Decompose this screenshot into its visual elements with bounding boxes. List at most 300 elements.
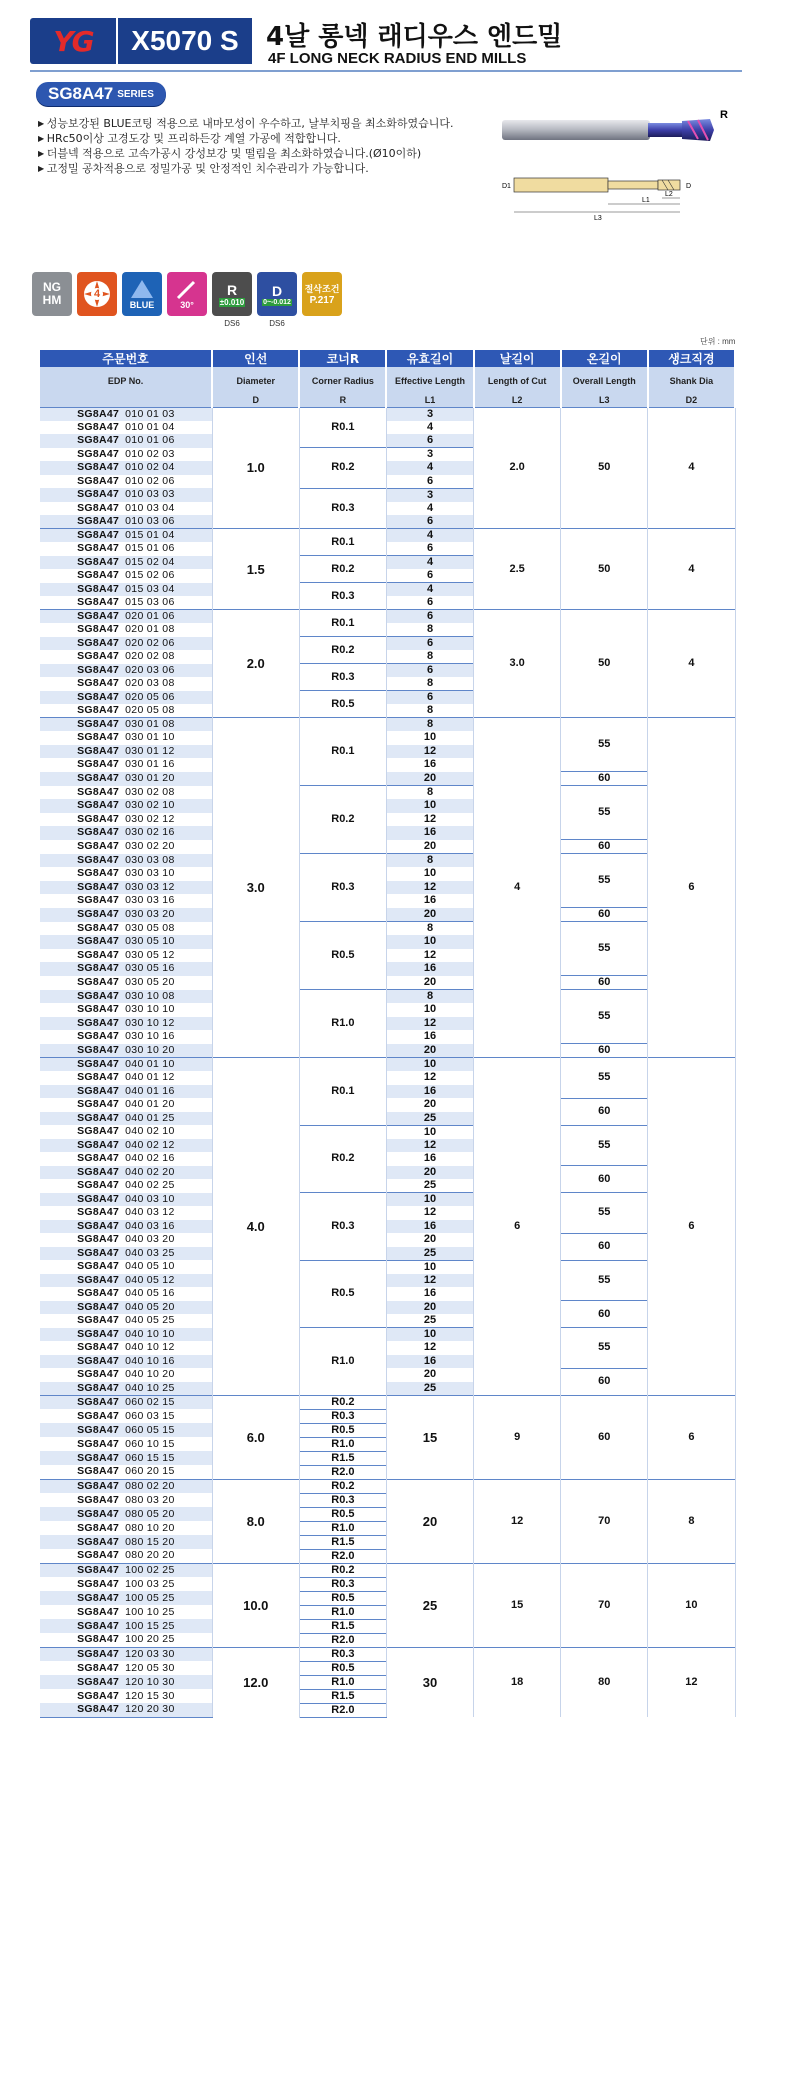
edp-cell xyxy=(40,908,212,922)
shank-dia-cell: 4 xyxy=(648,610,735,718)
edp-series: SG8A47 xyxy=(77,420,120,433)
corner-radius-cell: R0.3 xyxy=(299,583,386,610)
edp-code: 015 02 04 xyxy=(125,555,175,568)
corner-radius-cell: R0.1 xyxy=(299,407,386,448)
effective-length-cell: 3 xyxy=(386,488,473,502)
helix-angle-label: 30° xyxy=(180,300,194,310)
edp-cell xyxy=(40,1619,212,1633)
edp-code: 020 02 08 xyxy=(125,650,175,663)
edp-code: 030 01 12 xyxy=(125,744,175,757)
diameter-cell: 1.0 xyxy=(212,407,299,529)
edp-series: SG8A47 xyxy=(77,1423,120,1436)
edp-code: 040 01 20 xyxy=(125,1098,175,1111)
edp-series: SG8A47 xyxy=(77,731,120,744)
edp-series: SG8A47 xyxy=(77,1287,120,1300)
length-of-cut-cell: 6 xyxy=(474,1058,561,1396)
edp-series: SG8A47 xyxy=(77,1098,120,1111)
edp-series: SG8A47 xyxy=(77,718,120,730)
drawing-label-d1: D1 xyxy=(502,183,511,190)
radius-tolerance-icon xyxy=(212,272,252,328)
table-row xyxy=(40,1647,735,1661)
table-row xyxy=(40,772,735,786)
page-title-en: 4F LONG NECK RADIUS END MILLS xyxy=(268,50,527,67)
edp-code: 120 03 30 xyxy=(125,1647,175,1660)
edp-cell xyxy=(40,1193,212,1207)
diameter-cell: 3.0 xyxy=(212,718,299,1058)
effective-length-cell: 25 xyxy=(386,1314,473,1328)
overall-length-cell: 55 xyxy=(561,1328,648,1369)
edp-series: SG8A47 xyxy=(77,1084,120,1097)
edp-code: 080 03 20 xyxy=(125,1493,175,1506)
edp-cell xyxy=(40,1166,212,1180)
edp-code: 030 03 20 xyxy=(125,908,175,920)
table-row xyxy=(40,908,735,922)
edp-code: 030 01 16 xyxy=(125,758,175,771)
corner-radius-cell: R0.2 xyxy=(299,1479,386,1493)
edp-cell xyxy=(40,421,212,435)
edp-cell xyxy=(40,1675,212,1689)
table-row xyxy=(40,1395,735,1409)
cutting-conditions-page: P.217 xyxy=(309,295,335,306)
effective-length-cell: 16 xyxy=(386,826,473,840)
edp-code: 030 10 12 xyxy=(125,1016,175,1029)
diameter-cell: 8.0 xyxy=(212,1479,299,1563)
corner-radius-cell: R0.3 xyxy=(299,664,386,691)
length-of-cut-cell: 2.5 xyxy=(474,529,561,610)
edp-cell xyxy=(40,813,212,827)
edp-series: SG8A47 xyxy=(77,1314,120,1327)
edp-code: 030 03 08 xyxy=(125,853,175,866)
edp-series: SG8A47 xyxy=(77,744,120,757)
edp-cell xyxy=(40,1003,212,1017)
corner-radius-cell: R0.2 xyxy=(299,637,386,664)
table-row xyxy=(40,1166,735,1180)
edp-cell xyxy=(40,1274,212,1288)
edp-cell xyxy=(40,1085,212,1099)
effective-length-cell: 25 xyxy=(386,1179,473,1193)
corner-radius-cell: R0.3 xyxy=(299,488,386,529)
edp-code: 100 10 25 xyxy=(125,1605,175,1618)
edp-code: 060 05 15 xyxy=(125,1423,175,1436)
edp-series: SG8A47 xyxy=(77,1179,120,1192)
edp-code: 040 01 12 xyxy=(125,1071,175,1084)
edp-code: 120 15 30 xyxy=(125,1689,175,1702)
shank-dia-cell: 6 xyxy=(648,1058,735,1396)
edp-cell xyxy=(40,718,212,732)
edp-series: SG8A47 xyxy=(77,447,120,460)
overall-length-cell: 55 xyxy=(561,718,648,772)
edp-cell xyxy=(40,1098,212,1112)
corner-radius-cell: R0.3 xyxy=(299,1493,386,1507)
col-header-symbol: R xyxy=(299,394,386,407)
table-row xyxy=(40,610,735,624)
edp-series: SG8A47 xyxy=(77,610,120,622)
edp-cell xyxy=(40,650,212,664)
effective-length-cell: 10 xyxy=(386,1328,473,1342)
effective-length-cell: 20 xyxy=(386,1166,473,1180)
edp-code: 030 02 10 xyxy=(125,799,175,812)
edp-series: SG8A47 xyxy=(77,1703,120,1716)
edp-cell xyxy=(40,1355,212,1369)
edp-code: 015 01 04 xyxy=(125,529,175,541)
edp-series: SG8A47 xyxy=(77,636,120,649)
corner-radius-cell: R1.5 xyxy=(299,1535,386,1549)
diameter-tolerance-symbol: D xyxy=(271,282,283,299)
col-header-symbol: L3 xyxy=(561,394,648,407)
edp-series: SG8A47 xyxy=(77,1354,120,1367)
table-row xyxy=(40,1098,735,1112)
effective-length-cell: 20 xyxy=(386,1479,473,1563)
edp-series: SG8A47 xyxy=(77,1437,120,1450)
edp-cell xyxy=(40,1314,212,1328)
edp-cell xyxy=(40,854,212,868)
feature-list xyxy=(38,116,453,176)
length-of-cut-cell: 18 xyxy=(474,1647,561,1717)
edp-code: 040 05 20 xyxy=(125,1300,175,1313)
page-title-kr: 4날 롱넥 래디우스 엔드밀 xyxy=(266,22,563,52)
effective-length-cell: 4 xyxy=(386,556,473,570)
effective-length-cell: 4 xyxy=(386,583,473,597)
edp-series: SG8A47 xyxy=(77,1563,120,1576)
edp-cell xyxy=(40,1689,212,1703)
edp-code: 040 01 16 xyxy=(125,1084,175,1097)
effective-length-cell: 25 xyxy=(386,1382,473,1396)
edp-code: 080 10 20 xyxy=(125,1521,175,1534)
edp-code: 060 02 15 xyxy=(125,1395,175,1408)
edp-series: SG8A47 xyxy=(77,1605,120,1618)
col-header-symbol: D2 xyxy=(648,394,735,407)
effective-length-cell: 10 xyxy=(386,1193,473,1207)
edp-cell xyxy=(40,542,212,556)
edp-cell xyxy=(40,407,212,421)
edp-series: SG8A47 xyxy=(77,1016,120,1029)
effective-length-cell: 6 xyxy=(386,475,473,489)
edp-cell xyxy=(40,962,212,976)
edp-code: 010 01 06 xyxy=(125,434,175,447)
edp-series: SG8A47 xyxy=(77,1577,120,1590)
effective-length-cell: 6 xyxy=(386,664,473,678)
drawing-shank xyxy=(514,178,608,192)
brand-logo-text: YG xyxy=(53,24,93,58)
edp-cell xyxy=(40,922,212,936)
length-of-cut-cell: 4 xyxy=(474,718,561,1058)
unit-label: 단위 : mm xyxy=(700,337,736,346)
edp-code: 040 05 25 xyxy=(125,1314,175,1327)
corner-radius-cell: R1.0 xyxy=(299,1605,386,1619)
edp-cell xyxy=(40,799,212,813)
col-header-kr: 코너R xyxy=(299,350,386,367)
effective-length-cell: 16 xyxy=(386,1030,473,1044)
corner-radius-cell: R0.3 xyxy=(299,1193,386,1261)
edp-series: SG8A47 xyxy=(77,908,120,920)
table-row xyxy=(40,854,735,868)
radius-tolerance-class: DS6 xyxy=(224,319,240,328)
edp-series: SG8A47 xyxy=(77,704,120,716)
edp-code: 100 20 25 xyxy=(125,1633,175,1646)
corner-radius-cell: R1.5 xyxy=(299,1619,386,1633)
edp-code: 010 03 04 xyxy=(125,501,175,514)
edp-cell xyxy=(40,1017,212,1031)
effective-length-cell: 20 xyxy=(386,1098,473,1112)
corner-radius-cell: R0.3 xyxy=(299,1409,386,1423)
edp-cell xyxy=(40,637,212,651)
edp-code: 030 02 12 xyxy=(125,812,175,825)
diameter-tolerance-class: DS6 xyxy=(269,319,285,328)
corner-radius-cell: R0.2 xyxy=(299,556,386,583)
edp-series: SG8A47 xyxy=(77,1493,120,1506)
edp-cell xyxy=(40,1465,212,1479)
edp-cell xyxy=(40,529,212,543)
edp-series: SG8A47 xyxy=(77,948,120,961)
effective-length-cell: 16 xyxy=(386,1085,473,1099)
edp-code: 010 02 06 xyxy=(125,474,175,487)
edp-series: SG8A47 xyxy=(77,772,120,784)
edp-cell xyxy=(40,1152,212,1166)
shank-dia-cell: 12 xyxy=(648,1647,735,1717)
edp-cell xyxy=(40,990,212,1004)
edp-cell xyxy=(40,1044,212,1058)
effective-length-cell: 3 xyxy=(386,407,473,421)
edp-series: SG8A47 xyxy=(77,474,120,487)
cutting-conditions-label: 절삭조건 xyxy=(304,284,340,294)
edp-cell xyxy=(40,1535,212,1549)
effective-length-cell: 12 xyxy=(386,1017,473,1031)
edp-code: 030 05 20 xyxy=(125,976,175,988)
edp-code: 030 05 12 xyxy=(125,948,175,961)
effective-length-cell: 10 xyxy=(386,731,473,745)
edp-code: 100 05 25 xyxy=(125,1591,175,1604)
edp-code: 010 01 04 xyxy=(125,420,175,433)
edp-series: SG8A47 xyxy=(77,989,120,1002)
edp-cell xyxy=(40,1139,212,1153)
corner-radius-cell: R0.5 xyxy=(299,1591,386,1605)
edp-cell xyxy=(40,1549,212,1563)
edp-series: SG8A47 xyxy=(77,1675,120,1688)
edp-code: 120 20 30 xyxy=(125,1703,175,1716)
diameter-cell: 1.5 xyxy=(212,529,299,610)
overall-length-cell: 50 xyxy=(561,529,648,610)
edp-cell xyxy=(40,1368,212,1382)
edp-series: SG8A47 xyxy=(77,529,120,541)
edp-series: SG8A47 xyxy=(77,880,120,893)
corner-radius-cell: R1.5 xyxy=(299,1689,386,1703)
edp-cell xyxy=(40,1647,212,1661)
overall-length-cell: 60 xyxy=(561,1301,648,1328)
table-row xyxy=(40,529,735,543)
edp-cell xyxy=(40,461,212,475)
edp-code: 040 03 25 xyxy=(125,1246,175,1259)
brand-logo xyxy=(30,18,116,64)
edp-series: SG8A47 xyxy=(77,1341,120,1354)
edp-code: 040 01 10 xyxy=(125,1058,175,1070)
edp-code: 020 01 06 xyxy=(125,610,175,622)
edp-series: SG8A47 xyxy=(77,1003,120,1016)
length-of-cut-cell: 15 xyxy=(474,1563,561,1647)
edp-series: SG8A47 xyxy=(77,867,120,880)
edp-code: 100 03 25 xyxy=(125,1577,175,1590)
edp-code: 030 02 08 xyxy=(125,785,175,798)
feature-item: ▶ 고정밀 공차적용으로 정밀가공 및 안정적인 치수관리가 가능합니다. xyxy=(38,161,453,176)
edp-series: SG8A47 xyxy=(77,1465,120,1478)
edp-code: 030 05 10 xyxy=(125,935,175,948)
overall-length-cell: 70 xyxy=(561,1479,648,1563)
corner-radius-cell: R2.0 xyxy=(299,1465,386,1479)
table-row xyxy=(40,1260,735,1274)
edp-code: 020 03 06 xyxy=(125,663,175,676)
col-header-kr: 유효길이 xyxy=(386,350,473,367)
effective-length-cell: 6 xyxy=(386,610,473,624)
tool-drawing xyxy=(502,106,742,226)
effective-length-cell: 20 xyxy=(386,840,473,854)
corner-radius-cell: R0.5 xyxy=(299,1423,386,1437)
edp-cell xyxy=(40,1247,212,1261)
edp-code: 010 01 03 xyxy=(125,407,175,420)
edp-series: SG8A47 xyxy=(77,785,120,798)
table-row xyxy=(40,1301,735,1315)
corner-radius-cell: R1.5 xyxy=(299,1451,386,1465)
edp-cell xyxy=(40,731,212,745)
series-badge xyxy=(36,82,166,106)
edp-series: SG8A47 xyxy=(77,1521,120,1534)
header-divider xyxy=(30,70,742,72)
table-row xyxy=(40,407,735,421)
edp-code: 040 03 16 xyxy=(125,1219,175,1232)
table-row xyxy=(40,1563,735,1577)
edp-code: 020 05 08 xyxy=(125,704,175,716)
effective-length-cell: 25 xyxy=(386,1247,473,1261)
effective-length-cell: 6 xyxy=(386,434,473,448)
edp-cell xyxy=(40,1112,212,1126)
edp-series: SG8A47 xyxy=(77,623,120,636)
edp-code: 010 02 03 xyxy=(125,447,175,460)
table-row xyxy=(40,1328,735,1342)
effective-length-cell: 20 xyxy=(386,1233,473,1247)
edp-series: SG8A47 xyxy=(77,555,120,568)
edp-series: SG8A47 xyxy=(77,582,120,595)
table-row xyxy=(40,1479,735,1493)
overall-length-cell: 60 xyxy=(561,1368,648,1395)
edp-code: 060 15 15 xyxy=(125,1451,175,1464)
table-header-symbol xyxy=(40,394,735,407)
table-header-kr xyxy=(40,350,735,367)
edp-series: SG8A47 xyxy=(77,1273,120,1286)
edp-cell xyxy=(40,623,212,637)
edp-cell xyxy=(40,786,212,800)
edp-series: SG8A47 xyxy=(77,1409,120,1422)
shank-dia-cell: 4 xyxy=(648,529,735,610)
overall-length-cell: 55 xyxy=(561,786,648,840)
corner-radius-cell: R0.3 xyxy=(299,1577,386,1591)
corner-radius-cell: R0.1 xyxy=(299,718,386,786)
edp-code: 040 10 25 xyxy=(125,1381,175,1394)
edp-cell xyxy=(40,502,212,516)
edp-code: 030 03 10 xyxy=(125,867,175,880)
tool-shank xyxy=(502,120,650,140)
coating-icon xyxy=(122,272,162,316)
diameter-tolerance-icon xyxy=(257,272,297,328)
edp-cell xyxy=(40,610,212,624)
edp-series: SG8A47 xyxy=(77,840,120,852)
col-header-en: Effective Length xyxy=(386,367,473,394)
edp-cell xyxy=(40,664,212,678)
corner-radius-cell: R0.5 xyxy=(299,922,386,990)
edp-cell xyxy=(40,935,212,949)
edp-series: SG8A47 xyxy=(77,853,120,866)
overall-length-cell: 60 xyxy=(561,908,648,922)
effective-length-cell: 8 xyxy=(386,704,473,718)
edp-code: 010 02 04 xyxy=(125,461,175,474)
edp-cell xyxy=(40,1206,212,1220)
edp-code: 040 03 20 xyxy=(125,1233,175,1246)
edp-code: 060 03 15 xyxy=(125,1409,175,1422)
col-header-symbol: L1 xyxy=(386,394,473,407)
edp-cell xyxy=(40,1521,212,1535)
corner-radius-cell: R1.0 xyxy=(299,1328,386,1396)
edp-series: SG8A47 xyxy=(77,1300,120,1313)
edp-series: SG8A47 xyxy=(77,1206,120,1219)
edp-cell xyxy=(40,1058,212,1072)
col-header-symbol xyxy=(40,394,212,407)
corner-radius-cell: R0.5 xyxy=(299,691,386,718)
edp-series: SG8A47 xyxy=(77,1619,120,1632)
edp-series: SG8A47 xyxy=(77,1661,120,1674)
effective-length-cell: 4 xyxy=(386,529,473,543)
edp-series: SG8A47 xyxy=(77,663,120,676)
edp-cell xyxy=(40,448,212,462)
effective-length-cell: 12 xyxy=(386,1206,473,1220)
edp-series: SG8A47 xyxy=(77,1591,120,1604)
edp-code: 030 10 20 xyxy=(125,1043,175,1056)
table-row xyxy=(40,718,735,732)
edp-series: SG8A47 xyxy=(77,596,120,608)
edp-series: SG8A47 xyxy=(77,1165,120,1178)
material-icon xyxy=(32,272,72,316)
edp-cell xyxy=(40,826,212,840)
edp-code: 030 01 10 xyxy=(125,731,175,744)
corner-radius-cell: R1.0 xyxy=(299,1437,386,1451)
edp-cell xyxy=(40,488,212,502)
edp-cell xyxy=(40,1328,212,1342)
overall-length-cell: 60 xyxy=(561,772,648,786)
table-row xyxy=(40,1233,735,1247)
edp-code: 030 10 16 xyxy=(125,1030,175,1043)
edp-code: 010 03 03 xyxy=(125,488,175,501)
edp-code: 080 05 20 xyxy=(125,1507,175,1520)
edp-code: 030 02 20 xyxy=(125,840,175,852)
cutting-conditions-icon[interactable] xyxy=(302,272,342,316)
edp-cell xyxy=(40,1287,212,1301)
edp-cell xyxy=(40,1633,212,1647)
effective-length-cell: 16 xyxy=(386,1220,473,1234)
edp-cell xyxy=(40,1423,212,1437)
spec-table xyxy=(40,350,736,1718)
feature-item: ▶ 더블넥 적용으로 고속가공시 강성보강 및 떨림을 최소화하였습니다.(Ø10이하) xyxy=(38,146,453,161)
effective-length-cell: 20 xyxy=(386,1044,473,1058)
length-of-cut-cell: 9 xyxy=(474,1395,561,1479)
edp-cell xyxy=(40,1437,212,1451)
corner-radius-cell: R2.0 xyxy=(299,1549,386,1563)
edp-series: SG8A47 xyxy=(77,894,120,907)
effective-length-cell: 3 xyxy=(386,448,473,462)
overall-length-cell: 55 xyxy=(561,1260,648,1301)
overall-length-cell: 80 xyxy=(561,1647,648,1717)
edp-series: SG8A47 xyxy=(77,1549,120,1562)
edp-code: 040 02 12 xyxy=(125,1138,175,1151)
table-row xyxy=(40,840,735,854)
edp-series: SG8A47 xyxy=(77,1138,120,1151)
shank-dia-cell: 8 xyxy=(648,1479,735,1563)
edp-series: SG8A47 xyxy=(77,1192,120,1205)
